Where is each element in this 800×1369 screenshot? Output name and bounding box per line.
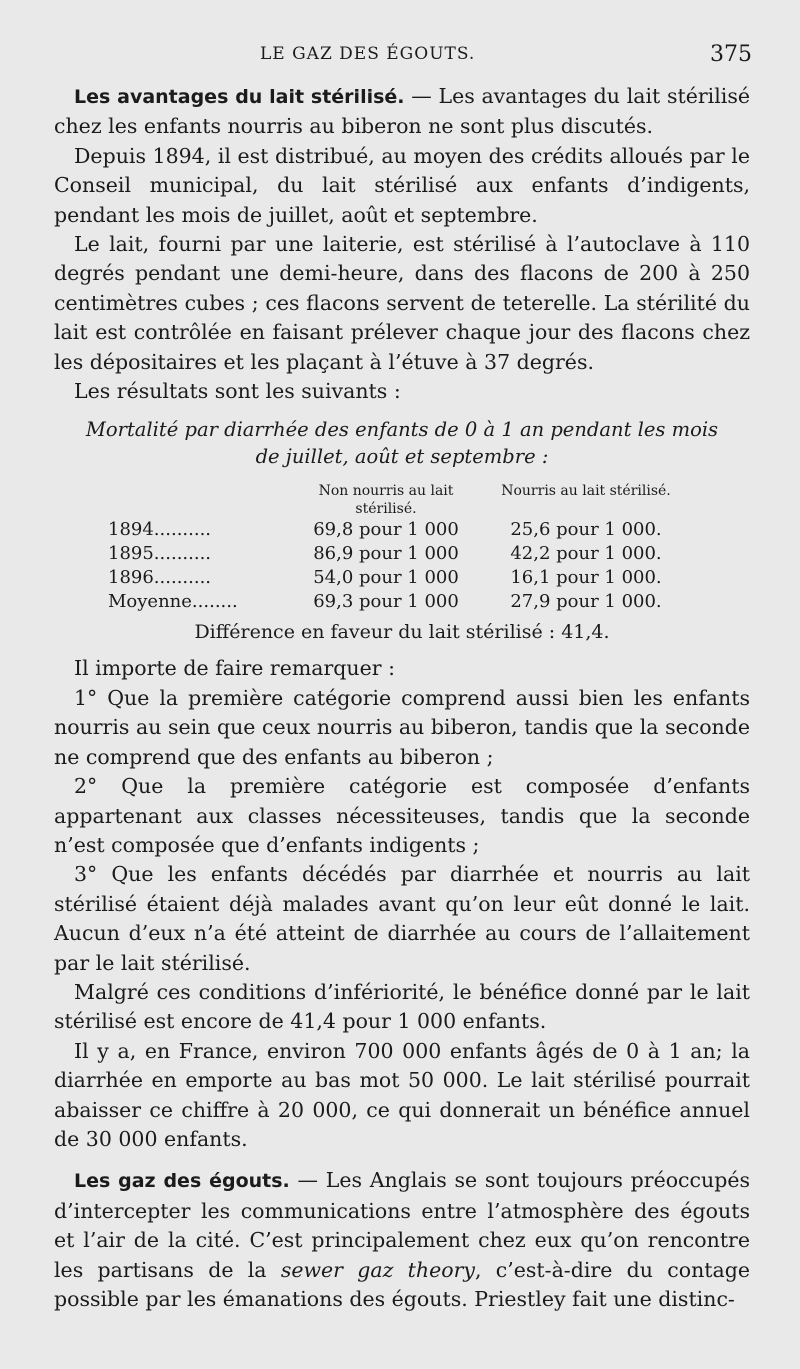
lait-intro-paragraph	[54, 82, 750, 142]
table-row-1895	[54, 542, 750, 566]
difference-line: Différence en faveur du lait stérilisé : 41,4.	[194, 621, 610, 644]
gaz-lead-text-b: , c’est-à-dire du contage possible par les émanations des égouts. Priestley fait une distinc-	[54, 1257, 750, 1311]
row-label: 1896..........	[108, 567, 212, 589]
sewer-gaz-theory-term: sewer gaz theory	[280, 1257, 475, 1282]
cell-nourris: 25,6 pour 1 000.	[510, 519, 662, 541]
gaz-lead-text-a: — Les Anglais se sont toujours préoccupés d’intercepter les communications entre l’atmosphère des égouts et l’air de la cité. C’est principalement chez eux qu’on rencontre les partisans de la	[54, 1168, 750, 1282]
cell-non-nourris: 54,0 pour 1 000	[313, 567, 459, 589]
remarque-1: 1° Que la première catégorie comprend aussi bien les enfants nourris au sein que ceux nourris au biberon, tandis que la seconde ne comprend que des enfants au biberon ;	[54, 685, 750, 769]
cell-non-nourris: 86,9 pour 1 000	[313, 543, 459, 565]
column-header-nourris: Nourris au lait stérilisé.	[501, 483, 671, 500]
row-label: 1895..........	[108, 543, 212, 565]
column-header-non-nourris: Non nourris au lait stérilisé.	[318, 483, 454, 518]
table-row-1896	[54, 566, 750, 590]
remarque-2: 2° Que la première catégorie est composée d’enfants appartenant aux classes nécessiteuses, tandis que la seconde n’est composée que d’enfants indigents ;	[54, 774, 750, 857]
remarques-intro: Il importe de faire remarquer :	[74, 656, 395, 681]
gaz-intro-paragraph	[54, 1166, 750, 1314]
page-header	[0, 44, 800, 72]
row-label: 1894..........	[108, 519, 212, 541]
lait-lead-text: — Les avantages du lait stérilisé chez les enfants nourris au biberon ne sont plus discutés.	[54, 84, 750, 139]
row-label: Moyenne........	[108, 591, 238, 613]
page-body	[54, 82, 750, 1314]
cell-non-nourris: 69,8 pour 1 000	[313, 519, 459, 541]
page-number: 375	[710, 42, 752, 67]
mortality-table-header	[54, 482, 750, 518]
stats-caption-line-1: Mortalité par diarrhée des enfants de 0 à 1 an pendant les mois	[85, 418, 719, 442]
remarque-3: 3° Que les enfants décédés par diarrhée et nourris au lait stérilisé étaient déjà malades avant qu’on leur eût donné le lait. Aucun d’eux n’a été atteint de diarrhée au cours de l’allaitement par le lait stérilisé.	[54, 862, 750, 975]
cell-nourris: 42,2 pour 1 000.	[510, 543, 662, 565]
lait-results-intro: Les résultats sont les suivants :	[74, 379, 401, 404]
cell-non-nourris: 69,3 pour 1 000	[313, 591, 459, 613]
lait-distribution-paragraph: Depuis 1894, il est distribué, au moyen des crédits alloués par le Conseil municipal, du lait stérilisé aux enfants d’indigents, pendant les mois de juillet, août et septembre.	[54, 143, 750, 227]
mortality-table	[54, 482, 750, 614]
france-paragraph: Il y a, en France, environ 700 000 enfants âgés de 0 à 1 an; la diarrhée en emporte au bas mot 50 000. Le lait stérilisé pourrait abaisser ce chiffre à 20 000, ce qui donnerait un bénéfice annuel de 30 000 enfants.	[54, 1038, 750, 1151]
table-row-moyenne	[54, 590, 750, 614]
table-header-spacer	[54, 482, 286, 518]
table-row-1894	[54, 518, 750, 542]
cell-nourris: 27,9 pour 1 000.	[510, 591, 662, 613]
benefice-paragraph: Malgré ces conditions d’infériorité, le bénéfice donné par le lait stérilisé est encore de 41,4 pour 1 000 enfants.	[54, 979, 750, 1034]
stats-caption	[54, 416, 750, 470]
running-title: LE GAZ DES ÉGOUTS.	[260, 44, 476, 64]
cell-nourris: 16,1 pour 1 000.	[510, 567, 662, 589]
stats-caption-line-2: de juillet, août et septembre :	[255, 445, 549, 469]
lait-sterilisation-paragraph: Le lait, fourni par une laiterie, est stérilisé à l’autoclave à 110 degrés pendant une demi-heure, dans des flacons de 200 à 250 centimètres cubes ; ces flacons servent de teterelle. La stérilité du lait est contrôlée en faisant prélever chaque jour des flacons chez les dépositaires et les plaçant à l’étuve à 37 degrés.	[54, 232, 750, 374]
section-heading-gaz: Les gaz des égouts.	[74, 1170, 290, 1193]
section-heading-lait: Les avantages du lait stérilisé.	[74, 86, 405, 108]
